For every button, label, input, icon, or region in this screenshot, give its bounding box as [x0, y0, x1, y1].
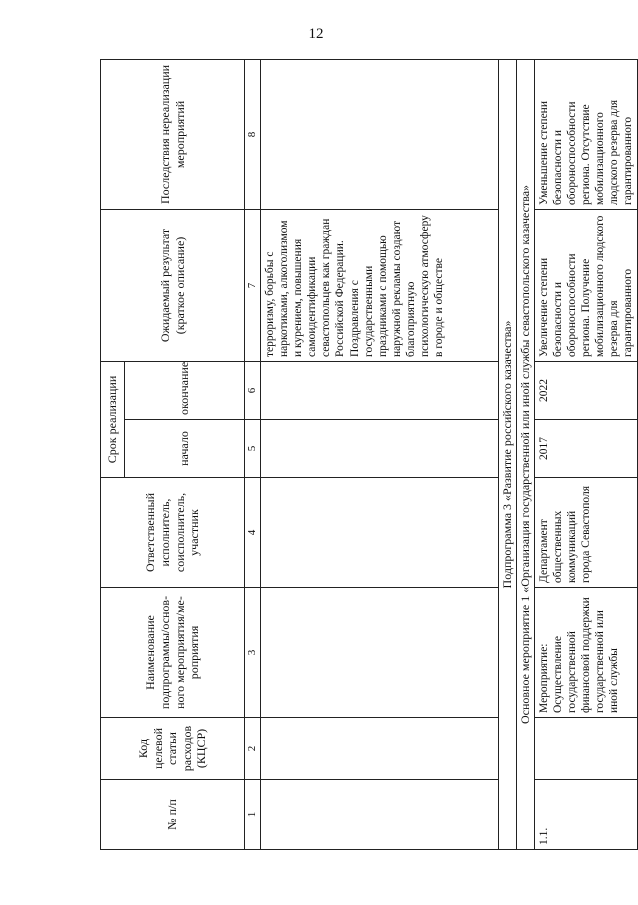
table-row: [534, 59, 637, 849]
col-number: 4: [245, 478, 261, 588]
row-end: 2022: [534, 361, 637, 419]
row-consequences: Уменьшение степени безопасности и обороноспособности региона. Отсутствие мобилизационного людского резерва для гарантированного: [534, 59, 637, 209]
col-number: 3: [245, 588, 261, 718]
row-num: 1.1.: [534, 780, 637, 850]
header-num: № п/п: [101, 780, 245, 850]
main-event-row: [517, 59, 535, 849]
col-number: 6: [245, 361, 261, 419]
continuation-result: терроризму, борьбы с наркотиками, алкоголизмом и курением, повышения самоидентификации севастопольцев как граждан Российской Федерации. Поздравления с государственными праздниками с помощью наружной рекламы создают благоприятную психологическую атмосферу в городе и обществе: [261, 209, 499, 361]
row-kcsr: [534, 718, 637, 780]
col-number: 2: [245, 718, 261, 780]
main-event-title: Основное мероприятие 1 «Организация государственной или иной службы севастопольского казачества»: [517, 59, 535, 849]
row-executor: Департамент общественных коммуникаций города Севастополя: [534, 478, 637, 588]
row-start: 2017: [534, 420, 637, 478]
header-end: окончание: [125, 361, 245, 419]
header-row-1: [101, 59, 125, 849]
header-kcsr: Код целевой статьи расходов (КЦСР): [101, 718, 245, 780]
row-result: Увеличение степени безопасности и обороноспособности региона. Получение мобилизационного людского резерва для гарантированного: [534, 209, 637, 361]
row-name: Мероприятие: Осуществление государственной финансовой поддержки государственной или иной службы: [534, 588, 637, 718]
col-number: 8: [245, 59, 261, 209]
col-number: 7: [245, 209, 261, 361]
continuation-row: [261, 59, 499, 849]
header-period: Срок реализации: [101, 361, 125, 477]
column-numbers-row: [245, 59, 261, 849]
col-number: 5: [245, 420, 261, 478]
table-container: [100, 60, 634, 850]
header-executor: Ответственный исполнитель, соисполнитель, участник: [101, 478, 245, 588]
header-result: Ожидаемый результат (краткое описание): [101, 209, 245, 361]
subprogram-title: Подпрограмма 3 «Развитие российского казачества»: [499, 59, 517, 849]
header-start: начало: [125, 420, 245, 478]
page-number: 12: [308, 26, 324, 42]
header-consequences: Последствия нереализации мероприятий: [101, 59, 245, 209]
col-number: 1: [245, 780, 261, 850]
program-table: [100, 59, 638, 850]
header-name: Наименование подпрограммы/основ-ного мероприятия/ме-роприятия: [101, 588, 245, 718]
subprogram-row: [499, 59, 517, 849]
